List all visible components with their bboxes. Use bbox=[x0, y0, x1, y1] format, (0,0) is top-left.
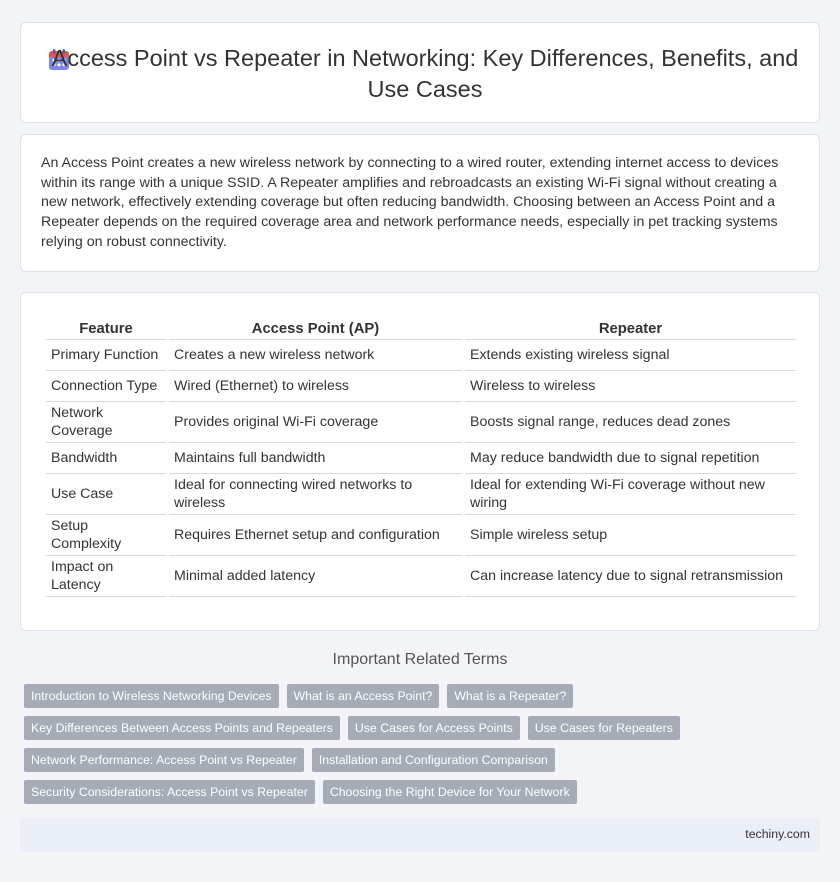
related-tag[interactable]: Use Cases for Access Points bbox=[348, 716, 520, 740]
intro-paragraph: An Access Point creates a new wireless network by connecting to a wired router, extending internet access to devices within its range with a unique SSID. A Repeater amplifies and rebroadcasts an existing Wi-Fi signal without creating a new network, effectively extending coverage but often reducing bandwidth. Choosing between an Access Point and a Repeater depends on the required coverage area and network performance needs, especially in pet tracking systems relying on robust connectivity. bbox=[41, 155, 779, 250]
related-tag[interactable]: Use Cases for Repeaters bbox=[528, 716, 680, 740]
table-header-row bbox=[46, 315, 796, 340]
cell-feature: Use Case bbox=[46, 474, 166, 515]
table-row bbox=[46, 556, 796, 597]
cell-repeater: Can increase latency due to signal retransmission bbox=[465, 556, 796, 597]
cell-feature: Connection Type bbox=[46, 371, 166, 402]
cell-feature: Setup Complexity bbox=[46, 515, 166, 556]
table-row bbox=[46, 340, 796, 371]
related-tag[interactable]: Choosing the Right Device for Your Network bbox=[323, 780, 577, 804]
related-tag[interactable]: Installation and Configuration Comparison bbox=[312, 748, 555, 772]
footer bbox=[20, 818, 820, 852]
cell-access-point: Provides original Wi-Fi coverage bbox=[169, 402, 462, 443]
page-title: Access Point vs Repeater in Networking: Key Differences, Benefits, and Use Cases bbox=[51, 45, 799, 102]
cell-feature: Impact on Latency bbox=[46, 556, 166, 597]
cell-repeater: Boosts signal range, reduces dead zones bbox=[465, 402, 796, 443]
table-row bbox=[46, 515, 796, 556]
related-tags-row bbox=[24, 716, 680, 740]
related-terms-title: Important Related Terms bbox=[332, 651, 508, 668]
cell-access-point: Maintains full bandwidth bbox=[169, 443, 462, 474]
header-card bbox=[20, 22, 820, 123]
header-access-point: Access Point (AP) bbox=[169, 315, 462, 340]
related-tag[interactable]: Network Performance: Access Point vs Repeater bbox=[24, 748, 304, 772]
intro-card bbox=[20, 134, 820, 272]
cell-feature: Primary Function bbox=[46, 340, 166, 371]
related-tags-row bbox=[24, 684, 573, 708]
related-tag[interactable]: What is a Repeater? bbox=[447, 684, 573, 708]
cell-repeater: May reduce bandwidth due to signal repetition bbox=[465, 443, 796, 474]
related-tag[interactable]: Key Differences Between Access Points and Repeaters bbox=[24, 716, 340, 740]
cell-access-point: Wired (Ethernet) to wireless bbox=[169, 371, 462, 402]
related-tag[interactable]: Security Considerations: Access Point vs Repeater bbox=[24, 780, 315, 804]
cell-repeater: Extends existing wireless signal bbox=[465, 340, 796, 371]
cell-access-point: Creates a new wireless network bbox=[169, 340, 462, 371]
comparison-table bbox=[43, 315, 799, 597]
cell-access-point: Minimal added latency bbox=[169, 556, 462, 597]
table-row bbox=[46, 474, 796, 515]
related-tag[interactable]: Introduction to Wireless Networking Devices bbox=[24, 684, 279, 708]
comparison-card bbox=[20, 292, 820, 631]
footer-site-name: techiny.com bbox=[745, 827, 810, 841]
cell-repeater: Ideal for extending Wi-Fi coverage without new wiring bbox=[465, 474, 796, 515]
cell-repeater: Wireless to wireless bbox=[465, 371, 796, 402]
cell-access-point: Ideal for connecting wired networks to wireless bbox=[169, 474, 462, 515]
header-repeater: Repeater bbox=[465, 315, 796, 340]
header-feature: Feature bbox=[46, 315, 166, 340]
cell-feature: Network Coverage bbox=[46, 402, 166, 443]
table-row bbox=[46, 371, 796, 402]
cell-repeater: Simple wireless setup bbox=[465, 515, 796, 556]
cell-feature: Bandwidth bbox=[46, 443, 166, 474]
cell-access-point: Requires Ethernet setup and configuration bbox=[169, 515, 462, 556]
related-tag[interactable]: What is an Access Point? bbox=[287, 684, 440, 708]
table-row bbox=[46, 402, 796, 443]
related-tags-row bbox=[24, 780, 577, 804]
table-row bbox=[46, 443, 796, 474]
related-tags-row bbox=[24, 748, 555, 772]
